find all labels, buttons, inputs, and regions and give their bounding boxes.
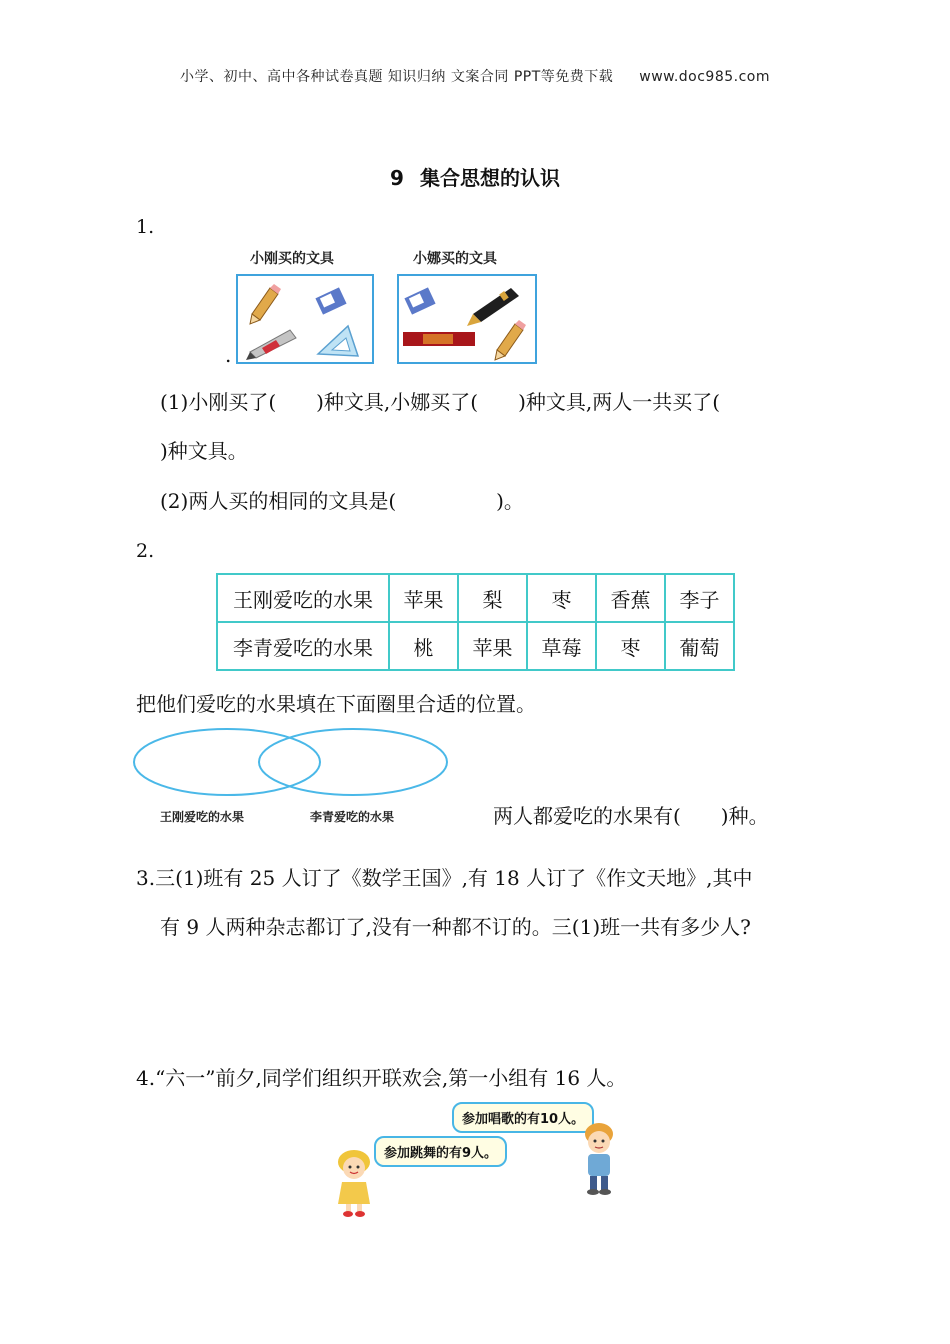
q1-part2: (2)两人买的相同的文具是( )。 xyxy=(160,489,524,513)
q1-na-items xyxy=(399,276,535,362)
girl-illustration-icon xyxy=(330,1146,378,1218)
table-cell: 苹果 xyxy=(389,574,458,622)
table-cell: 李子 xyxy=(665,574,734,622)
pencil-icon xyxy=(250,284,281,324)
q1-label-na: 小娜买的文具 xyxy=(413,251,497,267)
page-header xyxy=(0,66,950,86)
header-site[interactable]: www.doc985.com xyxy=(639,69,771,85)
venn-left-circle xyxy=(134,729,320,795)
title-number: 9 xyxy=(390,166,404,190)
table-cell: 梨 xyxy=(458,574,527,622)
table-cell: 苹果 xyxy=(458,622,527,670)
boy-illustration-icon xyxy=(576,1120,622,1196)
q2-answer: 两人都爱吃的水果有( )种。 xyxy=(493,804,769,828)
table-cell: 葡萄 xyxy=(665,622,734,670)
table-row-head: 王刚爱吃的水果 xyxy=(217,574,389,622)
q1-gang-box xyxy=(236,274,374,364)
q2-number: 2. xyxy=(136,540,155,562)
pen-icon xyxy=(246,330,296,360)
q1-gang-items xyxy=(238,276,372,362)
venn-diagram xyxy=(130,724,455,800)
q3-line1: 3.三(1)班有 25 人订了《数学王国》,有 18 人订了《作文天地》,其中 xyxy=(136,866,753,890)
table-cell: 枣 xyxy=(596,622,665,670)
ruler-icon xyxy=(403,332,475,346)
table-row-head: 李青爱吃的水果 xyxy=(217,622,389,670)
speech-bubble-sing: 参加唱歌的有10人。 xyxy=(452,1102,594,1133)
q1-dot: . xyxy=(225,343,232,367)
title-text: 集合思想的认识 xyxy=(419,166,560,190)
eraser-icon xyxy=(315,287,346,314)
fountain-pen-icon xyxy=(467,288,519,326)
speech-bubble-dance: 参加跳舞的有9人。 xyxy=(374,1136,507,1167)
venn-right-label: 李青爱吃的水果 xyxy=(310,810,395,824)
q1-part1-line2: )种文具。 xyxy=(160,439,248,463)
table-row xyxy=(217,574,734,622)
q1-label-gang: 小刚买的文具 xyxy=(250,251,334,267)
q1-na-box xyxy=(397,274,537,364)
q1-number: 1. xyxy=(136,216,155,238)
header-text: 小学、初中、高中各种试卷真题 知识归纳 文案合同 PPT等免费下载 xyxy=(179,69,614,85)
page-title xyxy=(0,162,950,191)
fruit-table xyxy=(216,573,735,671)
table-cell: 枣 xyxy=(527,574,596,622)
q4-line1: 4.“六一”前夕,同学们组织开联欢会,第一小组有 16 人。 xyxy=(136,1066,627,1090)
venn-left-label: 王刚爱吃的水果 xyxy=(160,810,245,824)
venn-right-circle xyxy=(259,729,447,795)
pencil-icon xyxy=(495,320,526,360)
q3-line2: 有 9 人两种杂志都订了,没有一种都不订的。三(1)班一共有多少人? xyxy=(160,915,751,939)
table-cell: 香蕉 xyxy=(596,574,665,622)
q2-instruction: 把他们爱吃的水果填在下面圈里合适的位置。 xyxy=(136,692,536,716)
table-row xyxy=(217,622,734,670)
triangle-ruler-icon xyxy=(318,326,358,356)
q1-part1-line1: (1)小刚买了( )种文具,小娜买了( )种文具,两人一共买了( xyxy=(160,390,721,414)
table-cell: 草莓 xyxy=(527,622,596,670)
table-cell: 桃 xyxy=(389,622,458,670)
eraser-icon xyxy=(404,287,435,314)
